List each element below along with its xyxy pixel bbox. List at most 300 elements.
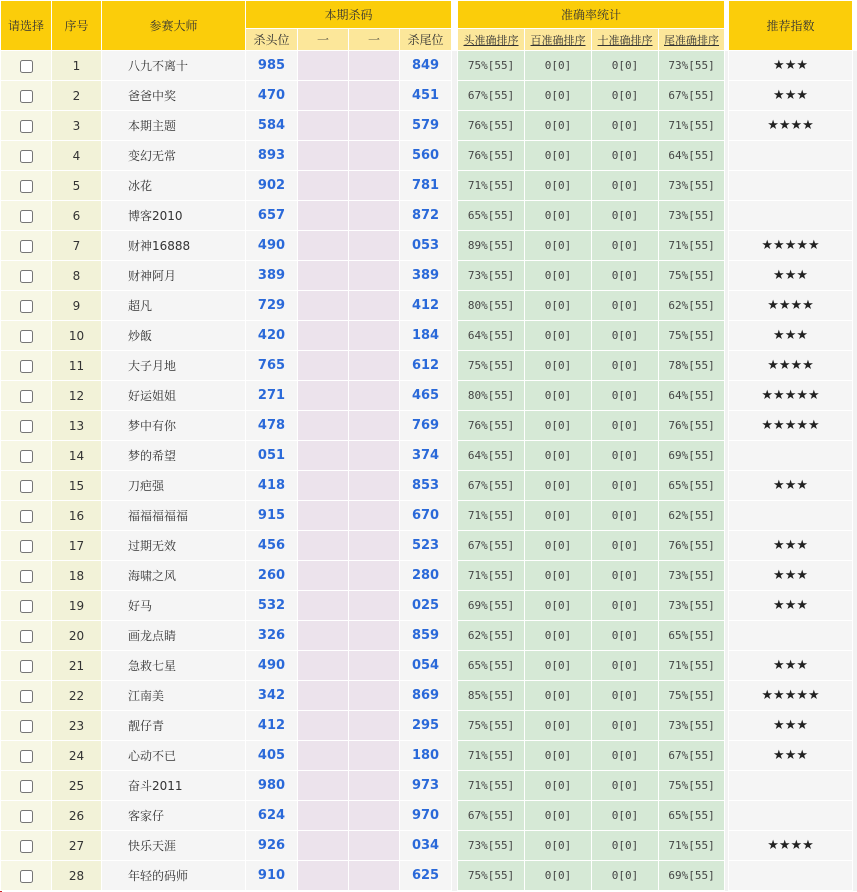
accuracy-head: 75%[55] bbox=[458, 51, 525, 81]
kill-head-number: 657 bbox=[246, 201, 298, 231]
accuracy-hundred: 0[0] bbox=[525, 471, 592, 501]
select-cell bbox=[1, 741, 52, 771]
master-name: 客家仔 bbox=[102, 801, 246, 831]
right-edge bbox=[853, 351, 857, 381]
kill-head-number: 926 bbox=[246, 831, 298, 861]
kill-blank-cell bbox=[349, 51, 400, 81]
recommend-stars bbox=[729, 621, 853, 651]
row-select-checkbox[interactable] bbox=[20, 270, 33, 283]
kill-blank-cell bbox=[349, 681, 400, 711]
select-cell bbox=[1, 321, 52, 351]
master-name: 急救七星 bbox=[102, 651, 246, 681]
row-index: 23 bbox=[52, 711, 102, 741]
select-cell bbox=[1, 831, 52, 861]
recommend-stars: ★★★★★ bbox=[729, 381, 853, 411]
table-row bbox=[1, 621, 857, 651]
accuracy-tail: 67%[55] bbox=[659, 741, 725, 771]
right-edge bbox=[853, 171, 857, 201]
master-name: 八九不离十 bbox=[102, 51, 246, 81]
master-name: 奋斗2011 bbox=[102, 771, 246, 801]
kill-blank-cell bbox=[298, 321, 349, 351]
recommend-stars bbox=[729, 861, 853, 891]
row-select-checkbox[interactable] bbox=[20, 810, 33, 823]
row-select-checkbox[interactable] bbox=[20, 300, 33, 313]
accuracy-head: 75%[55] bbox=[458, 711, 525, 741]
row-index: 6 bbox=[52, 201, 102, 231]
accuracy-head: 76%[55] bbox=[458, 141, 525, 171]
table-row bbox=[1, 771, 857, 801]
row-select-checkbox[interactable] bbox=[20, 120, 33, 133]
kill-blank-cell bbox=[349, 291, 400, 321]
accuracy-hundred: 0[0] bbox=[525, 651, 592, 681]
table-row bbox=[1, 711, 857, 741]
accuracy-ten: 0[0] bbox=[592, 51, 659, 81]
master-name: 本期主题 bbox=[102, 111, 246, 141]
accuracy-head: 64%[55] bbox=[458, 441, 525, 471]
master-name: 博客2010 bbox=[102, 201, 246, 231]
accuracy-head: 67%[55] bbox=[458, 531, 525, 561]
accuracy-ten: 0[0] bbox=[592, 771, 659, 801]
right-edge bbox=[853, 651, 857, 681]
accuracy-hundred: 0[0] bbox=[525, 711, 592, 741]
row-select-checkbox[interactable] bbox=[20, 540, 33, 553]
row-select-checkbox[interactable] bbox=[20, 720, 33, 733]
select-cell bbox=[1, 621, 52, 651]
row-select-checkbox[interactable] bbox=[20, 180, 33, 193]
table-row bbox=[1, 261, 857, 291]
table-row bbox=[1, 561, 857, 591]
col-header-select: 请选择 bbox=[1, 1, 52, 51]
kill-tail-number: 184 bbox=[400, 321, 452, 351]
kill-blank-cell bbox=[298, 111, 349, 141]
row-select-checkbox[interactable] bbox=[20, 780, 33, 793]
accuracy-ten: 0[0] bbox=[592, 111, 659, 141]
select-cell bbox=[1, 411, 52, 441]
accuracy-ten: 0[0] bbox=[592, 561, 659, 591]
kill-blank-cell bbox=[298, 561, 349, 591]
kill-blank-cell bbox=[298, 81, 349, 111]
recommend-stars: ★★★★ bbox=[729, 351, 853, 381]
right-edge bbox=[853, 201, 857, 231]
table-row bbox=[1, 231, 857, 261]
kill-blank-cell bbox=[298, 501, 349, 531]
accuracy-head: 89%[55] bbox=[458, 231, 525, 261]
table-row bbox=[1, 291, 857, 321]
accuracy-tail: 65%[55] bbox=[659, 471, 725, 501]
row-select-checkbox[interactable] bbox=[20, 90, 33, 103]
accuracy-tail: 65%[55] bbox=[659, 801, 725, 831]
row-index: 26 bbox=[52, 801, 102, 831]
recommend-stars: ★★★★ bbox=[729, 831, 853, 861]
accuracy-ten: 0[0] bbox=[592, 291, 659, 321]
select-cell bbox=[1, 141, 52, 171]
col-header-index: 序号 bbox=[52, 1, 102, 51]
accuracy-ten: 0[0] bbox=[592, 501, 659, 531]
accuracy-tail: 73%[55] bbox=[659, 171, 725, 201]
right-edge bbox=[853, 231, 857, 261]
kill-tail-number: 465 bbox=[400, 381, 452, 411]
recommend-stars: ★★★ bbox=[729, 321, 853, 351]
accuracy-ten: 0[0] bbox=[592, 441, 659, 471]
table-row bbox=[1, 861, 857, 891]
right-edge bbox=[853, 621, 857, 651]
row-index: 10 bbox=[52, 321, 102, 351]
row-select-checkbox[interactable] bbox=[20, 450, 33, 463]
kill-head-number: 389 bbox=[246, 261, 298, 291]
accuracy-ten: 0[0] bbox=[592, 261, 659, 291]
row-select-checkbox[interactable] bbox=[20, 570, 33, 583]
row-select-checkbox[interactable] bbox=[20, 600, 33, 613]
kill-blank-cell bbox=[349, 231, 400, 261]
recommend-stars bbox=[729, 141, 853, 171]
row-select-checkbox[interactable] bbox=[20, 330, 33, 343]
accuracy-ten: 0[0] bbox=[592, 831, 659, 861]
row-select-checkbox[interactable] bbox=[20, 510, 33, 523]
accuracy-head: 71%[55] bbox=[458, 561, 525, 591]
master-name: 好马 bbox=[102, 591, 246, 621]
right-edge bbox=[853, 1, 857, 51]
accuracy-hundred: 0[0] bbox=[525, 411, 592, 441]
accuracy-head: 67%[55] bbox=[458, 801, 525, 831]
row-select-checkbox[interactable] bbox=[20, 420, 33, 433]
kill-head-number: 985 bbox=[246, 51, 298, 81]
kill-head-number: 420 bbox=[246, 321, 298, 351]
kill-tail-number: 579 bbox=[400, 111, 452, 141]
kill-blank-cell bbox=[298, 351, 349, 381]
row-index: 13 bbox=[52, 411, 102, 441]
accuracy-tail: 62%[55] bbox=[659, 501, 725, 531]
col-header-kill-blank: 一 bbox=[349, 29, 400, 51]
accuracy-head: 64%[55] bbox=[458, 321, 525, 351]
sort-link-acc-tail[interactable]: 尾准确排序 bbox=[659, 29, 725, 51]
kill-tail-number: 769 bbox=[400, 411, 452, 441]
recommend-stars: ★★★★★ bbox=[729, 681, 853, 711]
master-name: 财神阿月 bbox=[102, 261, 246, 291]
kill-blank-cell bbox=[349, 171, 400, 201]
kill-blank-cell bbox=[349, 651, 400, 681]
right-edge bbox=[853, 741, 857, 771]
row-index: 15 bbox=[52, 471, 102, 501]
accuracy-head: 85%[55] bbox=[458, 681, 525, 711]
recommend-stars: ★★★ bbox=[729, 711, 853, 741]
select-cell bbox=[1, 381, 52, 411]
accuracy-ten: 0[0] bbox=[592, 801, 659, 831]
accuracy-ten: 0[0] bbox=[592, 321, 659, 351]
table-row bbox=[1, 411, 857, 441]
accuracy-hundred: 0[0] bbox=[525, 381, 592, 411]
accuracy-hundred: 0[0] bbox=[525, 81, 592, 111]
table-row bbox=[1, 141, 857, 171]
kill-head-number: 478 bbox=[246, 411, 298, 441]
kill-tail-number: 389 bbox=[400, 261, 452, 291]
right-edge bbox=[853, 51, 857, 81]
row-index: 9 bbox=[52, 291, 102, 321]
kill-blank-cell bbox=[298, 831, 349, 861]
row-index: 22 bbox=[52, 681, 102, 711]
row-index: 4 bbox=[52, 141, 102, 171]
select-cell bbox=[1, 651, 52, 681]
kill-blank-cell bbox=[298, 171, 349, 201]
kill-tail-number: 374 bbox=[400, 441, 452, 471]
accuracy-tail: 73%[55] bbox=[659, 201, 725, 231]
recommend-stars bbox=[729, 441, 853, 471]
recommend-stars: ★★★ bbox=[729, 561, 853, 591]
accuracy-ten: 0[0] bbox=[592, 591, 659, 621]
table-row bbox=[1, 81, 857, 111]
sort-link-acc-hundred[interactable]: 百准确排序 bbox=[525, 29, 592, 51]
row-index: 1 bbox=[52, 51, 102, 81]
row-index: 17 bbox=[52, 531, 102, 561]
accuracy-head: 73%[55] bbox=[458, 261, 525, 291]
right-edge bbox=[853, 321, 857, 351]
accuracy-head: 76%[55] bbox=[458, 411, 525, 441]
recommend-stars: ★★★★★ bbox=[729, 411, 853, 441]
select-cell bbox=[1, 861, 52, 891]
kill-tail-number: 280 bbox=[400, 561, 452, 591]
kill-blank-cell bbox=[298, 771, 349, 801]
accuracy-hundred: 0[0] bbox=[525, 321, 592, 351]
accuracy-hundred: 0[0] bbox=[525, 621, 592, 651]
kill-head-number: 893 bbox=[246, 141, 298, 171]
row-select-checkbox[interactable] bbox=[20, 690, 33, 703]
row-select-checkbox[interactable] bbox=[20, 360, 33, 373]
kill-head-number: 342 bbox=[246, 681, 298, 711]
kill-blank-cell bbox=[298, 801, 349, 831]
master-name: 快乐天涯 bbox=[102, 831, 246, 861]
kill-blank-cell bbox=[298, 381, 349, 411]
kill-head-number: 326 bbox=[246, 621, 298, 651]
col-header-kill-tail: 杀尾位 bbox=[400, 29, 452, 51]
kill-tail-number: 523 bbox=[400, 531, 452, 561]
kill-head-number: 051 bbox=[246, 441, 298, 471]
master-name: 靓仔青 bbox=[102, 711, 246, 741]
right-edge bbox=[853, 681, 857, 711]
row-index: 5 bbox=[52, 171, 102, 201]
right-edge bbox=[853, 771, 857, 801]
accuracy-hundred: 0[0] bbox=[525, 531, 592, 561]
accuracy-hundred: 0[0] bbox=[525, 441, 592, 471]
kill-blank-cell bbox=[349, 321, 400, 351]
master-name: 梦中有你 bbox=[102, 411, 246, 441]
col-header-master: 参赛大师 bbox=[102, 1, 246, 51]
accuracy-hundred: 0[0] bbox=[525, 771, 592, 801]
accuracy-tail: 71%[55] bbox=[659, 831, 725, 861]
row-select-checkbox[interactable] bbox=[20, 480, 33, 493]
accuracy-tail: 76%[55] bbox=[659, 531, 725, 561]
kill-head-number: 490 bbox=[246, 651, 298, 681]
select-cell bbox=[1, 561, 52, 591]
accuracy-head: 65%[55] bbox=[458, 201, 525, 231]
kill-head-number: 412 bbox=[246, 711, 298, 741]
kill-blank-cell bbox=[349, 381, 400, 411]
row-select-checkbox[interactable] bbox=[20, 870, 33, 883]
accuracy-hundred: 0[0] bbox=[525, 591, 592, 621]
accuracy-ten: 0[0] bbox=[592, 531, 659, 561]
row-index: 18 bbox=[52, 561, 102, 591]
row-select-checkbox[interactable] bbox=[20, 840, 33, 853]
kill-blank-cell bbox=[298, 471, 349, 501]
recommend-stars: ★★★ bbox=[729, 471, 853, 501]
accuracy-tail: 73%[55] bbox=[659, 561, 725, 591]
accuracy-hundred: 0[0] bbox=[525, 861, 592, 891]
master-name: 财神16888 bbox=[102, 231, 246, 261]
select-cell bbox=[1, 231, 52, 261]
kill-blank-cell bbox=[349, 471, 400, 501]
accuracy-head: 62%[55] bbox=[458, 621, 525, 651]
kill-blank-cell bbox=[298, 291, 349, 321]
sort-link-acc-head[interactable]: 头准确排序 bbox=[458, 29, 525, 51]
accuracy-head: 80%[55] bbox=[458, 291, 525, 321]
table-row bbox=[1, 321, 857, 351]
row-index: 14 bbox=[52, 441, 102, 471]
kill-tail-number: 412 bbox=[400, 291, 452, 321]
kill-head-number: 490 bbox=[246, 231, 298, 261]
master-name: 心动不已 bbox=[102, 741, 246, 771]
kill-blank-cell bbox=[349, 261, 400, 291]
table-row bbox=[1, 111, 857, 141]
right-edge bbox=[853, 861, 857, 891]
accuracy-ten: 0[0] bbox=[592, 141, 659, 171]
right-edge bbox=[853, 801, 857, 831]
row-index: 20 bbox=[52, 621, 102, 651]
recommend-stars: ★★★★ bbox=[729, 111, 853, 141]
accuracy-hundred: 0[0] bbox=[525, 801, 592, 831]
accuracy-head: 80%[55] bbox=[458, 381, 525, 411]
kill-blank-cell bbox=[349, 771, 400, 801]
row-index: 8 bbox=[52, 261, 102, 291]
accuracy-ten: 0[0] bbox=[592, 681, 659, 711]
kill-blank-cell bbox=[349, 741, 400, 771]
accuracy-ten: 0[0] bbox=[592, 471, 659, 501]
accuracy-hundred: 0[0] bbox=[525, 741, 592, 771]
col-group-kill: 本期杀码 bbox=[246, 1, 452, 29]
accuracy-hundred: 0[0] bbox=[525, 171, 592, 201]
row-index: 28 bbox=[52, 861, 102, 891]
accuracy-hundred: 0[0] bbox=[525, 561, 592, 591]
kill-tail-number: 973 bbox=[400, 771, 452, 801]
kill-tail-number: 781 bbox=[400, 171, 452, 201]
accuracy-head: 75%[55] bbox=[458, 351, 525, 381]
table-row bbox=[1, 801, 857, 831]
accuracy-hundred: 0[0] bbox=[525, 141, 592, 171]
select-cell bbox=[1, 801, 52, 831]
col-header-kill-blank: 一 bbox=[298, 29, 349, 51]
kill-blank-cell bbox=[298, 261, 349, 291]
kill-blank-cell bbox=[349, 561, 400, 591]
kill-head-number: 271 bbox=[246, 381, 298, 411]
accuracy-head: 71%[55] bbox=[458, 171, 525, 201]
select-cell bbox=[1, 291, 52, 321]
table-row bbox=[1, 201, 857, 231]
right-edge bbox=[853, 261, 857, 291]
kill-head-number: 405 bbox=[246, 741, 298, 771]
accuracy-hundred: 0[0] bbox=[525, 291, 592, 321]
recommend-stars: ★★★★★ bbox=[729, 231, 853, 261]
row-select-checkbox[interactable] bbox=[20, 240, 33, 253]
table-row bbox=[1, 831, 857, 861]
select-cell bbox=[1, 441, 52, 471]
right-edge bbox=[853, 711, 857, 741]
table-row bbox=[1, 471, 857, 501]
recommend-stars: ★★★ bbox=[729, 531, 853, 561]
recommend-stars: ★★★ bbox=[729, 591, 853, 621]
kill-blank-cell bbox=[349, 141, 400, 171]
kill-tail-number: 034 bbox=[400, 831, 452, 861]
accuracy-hundred: 0[0] bbox=[525, 51, 592, 81]
col-header-recommend: 推荐指数 bbox=[729, 1, 853, 51]
kill-tail-number: 053 bbox=[400, 231, 452, 261]
right-edge bbox=[853, 441, 857, 471]
accuracy-tail: 76%[55] bbox=[659, 411, 725, 441]
row-select-checkbox[interactable] bbox=[20, 210, 33, 223]
select-cell bbox=[1, 201, 52, 231]
kill-blank-cell bbox=[349, 441, 400, 471]
kill-tail-number: 625 bbox=[400, 861, 452, 891]
row-select-checkbox[interactable] bbox=[20, 60, 33, 73]
kill-tail-number: 180 bbox=[400, 741, 452, 771]
kill-tail-number: 670 bbox=[400, 501, 452, 531]
kill-blank-cell bbox=[349, 351, 400, 381]
recommend-stars bbox=[729, 771, 853, 801]
row-select-checkbox[interactable] bbox=[20, 660, 33, 673]
row-select-checkbox[interactable] bbox=[20, 150, 33, 163]
sort-link-acc-ten[interactable]: 十准确排序 bbox=[592, 29, 659, 51]
kill-blank-cell bbox=[349, 861, 400, 891]
accuracy-tail: 69%[55] bbox=[659, 441, 725, 471]
row-index: 11 bbox=[52, 351, 102, 381]
master-name: 福福福福福 bbox=[102, 501, 246, 531]
select-cell bbox=[1, 591, 52, 621]
accuracy-tail: 78%[55] bbox=[659, 351, 725, 381]
kill-tail-number: 054 bbox=[400, 651, 452, 681]
row-index: 27 bbox=[52, 831, 102, 861]
accuracy-hundred: 0[0] bbox=[525, 831, 592, 861]
accuracy-tail: 73%[55] bbox=[659, 51, 725, 81]
accuracy-head: 71%[55] bbox=[458, 741, 525, 771]
kill-blank-cell bbox=[298, 441, 349, 471]
accuracy-tail: 73%[55] bbox=[659, 711, 725, 741]
master-name: 炒飯 bbox=[102, 321, 246, 351]
table-row bbox=[1, 501, 857, 531]
table-header bbox=[1, 1, 857, 51]
select-cell bbox=[1, 81, 52, 111]
select-cell bbox=[1, 111, 52, 141]
master-name: 年轻的码师 bbox=[102, 861, 246, 891]
kill-blank-cell bbox=[298, 231, 349, 261]
row-index: 21 bbox=[52, 651, 102, 681]
kill-head-number: 624 bbox=[246, 801, 298, 831]
kill-head-number: 470 bbox=[246, 81, 298, 111]
select-cell bbox=[1, 501, 52, 531]
right-edge bbox=[853, 831, 857, 861]
row-select-checkbox[interactable] bbox=[20, 630, 33, 643]
kill-blank-cell bbox=[298, 741, 349, 771]
kill-tail-number: 869 bbox=[400, 681, 452, 711]
recommend-stars bbox=[729, 501, 853, 531]
recommend-stars: ★★★ bbox=[729, 741, 853, 771]
accuracy-head: 69%[55] bbox=[458, 591, 525, 621]
accuracy-head: 76%[55] bbox=[458, 111, 525, 141]
row-select-checkbox[interactable] bbox=[20, 750, 33, 763]
accuracy-tail: 71%[55] bbox=[659, 111, 725, 141]
kill-tail-number: 853 bbox=[400, 471, 452, 501]
accuracy-tail: 69%[55] bbox=[659, 861, 725, 891]
master-name: 冰花 bbox=[102, 171, 246, 201]
accuracy-head: 71%[55] bbox=[458, 771, 525, 801]
table-row bbox=[1, 351, 857, 381]
accuracy-tail: 64%[55] bbox=[659, 381, 725, 411]
row-select-checkbox[interactable] bbox=[20, 390, 33, 403]
